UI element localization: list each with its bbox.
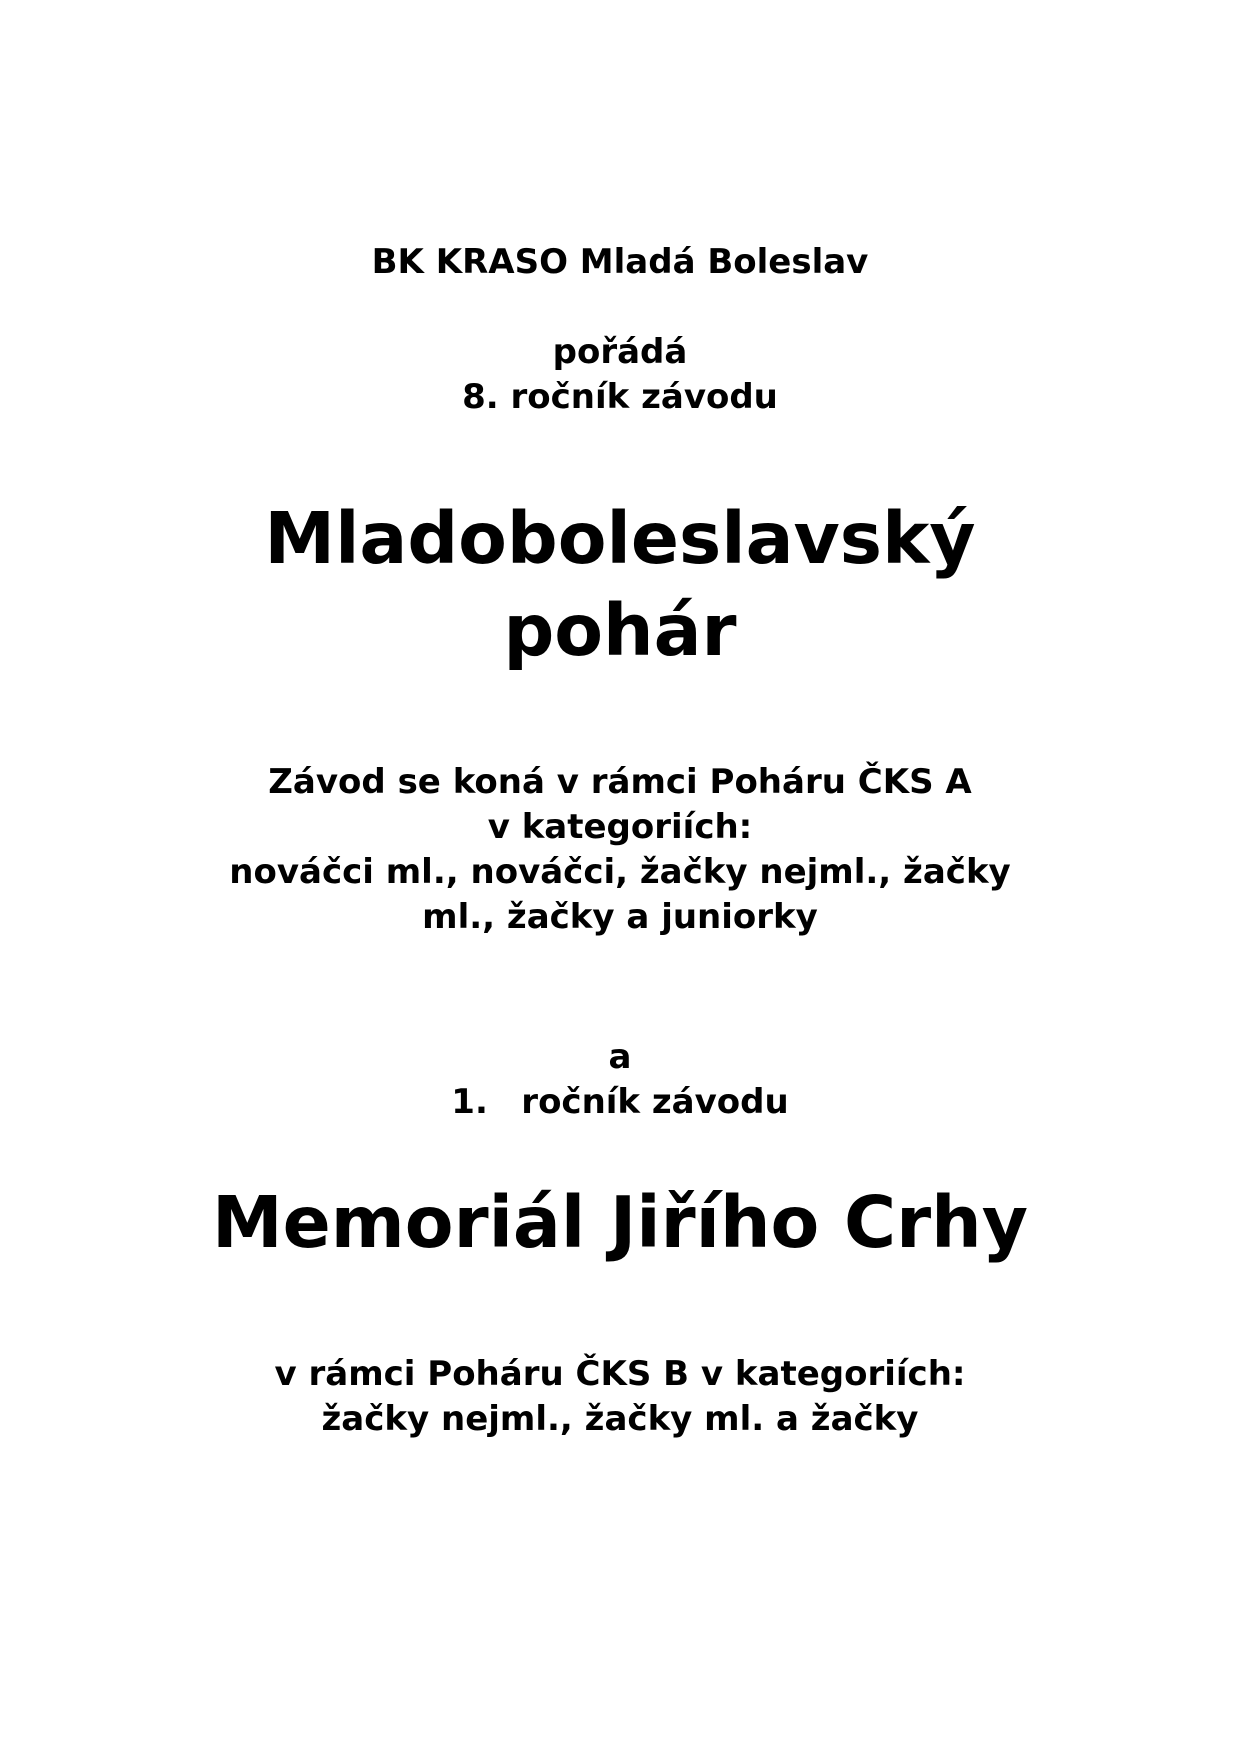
- event2-title: Memoriál Jiřího Crhy: [212, 1181, 1028, 1264]
- event1-description-line1: Závod se koná v rámci Poháru ČKS A: [268, 762, 972, 802]
- event2-description-line1: v rámci Poháru ČKS B v kategoriích:: [274, 1354, 966, 1394]
- event1-title-line1: Mladoboleslavský: [264, 497, 976, 580]
- organizer-name: BK KRASO Mladá Boleslav: [371, 242, 869, 282]
- intro-line-organizes: pořádá: [552, 332, 688, 372]
- edition2-number: 1.: [451, 1082, 488, 1122]
- connector-text: a: [608, 1037, 632, 1077]
- intro-line-edition: 8. ročník závodu: [462, 377, 778, 417]
- edition2-text: ročník závodu: [521, 1082, 789, 1122]
- event1-description-line4: ml., žačky a juniorky: [422, 897, 818, 937]
- event2-description-line2: žačky nejml., žačky ml. a žačky: [321, 1399, 919, 1439]
- edition2-line: [0, 1082, 1240, 1122]
- event1-description-line2: v kategoriích:: [487, 807, 753, 847]
- event1-description-line3: nováčci ml., nováčci, žačky nejml., žačky: [229, 852, 1011, 892]
- event1-title-line2: pohár: [503, 589, 737, 672]
